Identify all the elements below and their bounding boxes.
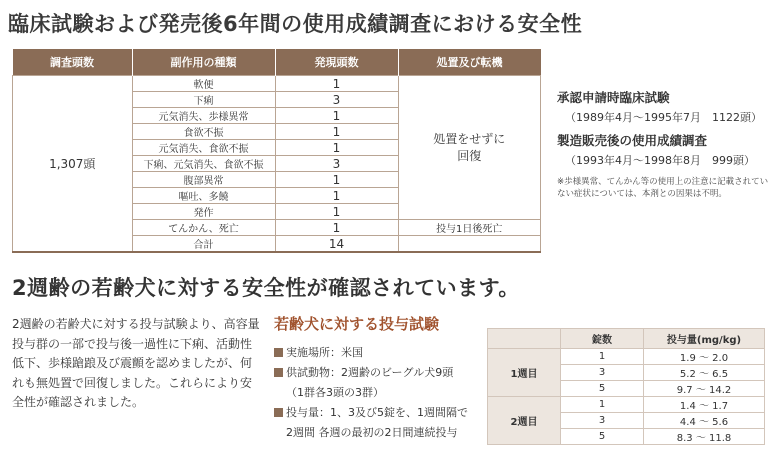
dose-value: 1.9 ～ 2.0 (644, 349, 765, 365)
effect-type: 食欲不振 (132, 124, 275, 140)
dose-value: 5.2 ～ 6.5 (644, 365, 765, 381)
dose-tablets: 5 (561, 381, 644, 397)
dose-table (487, 328, 765, 445)
dose-header-tablets: 錠数 (561, 329, 644, 349)
study-period-1: （1989年4月～1995年7月 1122頭） (565, 111, 762, 124)
header-animals: 調査頭数 (13, 49, 133, 76)
total-label: 合計 (132, 236, 275, 253)
dose-header-row (488, 329, 765, 349)
dose-header-dose: 投与量(mg/kg) (644, 329, 765, 349)
action-last-cell: 投与1日後死亡 (398, 220, 541, 236)
header-count: 発現頭数 (275, 49, 398, 76)
effect-type: 元気消失、食欲不振 (132, 140, 275, 156)
dose-value: 8.3 ～ 11.8 (644, 429, 765, 445)
section-title: 2週齢の若齢犬に対する安全性が確認されています。 (12, 276, 520, 300)
effect-type: 下痢 (132, 92, 275, 108)
effect-count: 1 (275, 220, 398, 236)
page-title: 臨床試験および発売後6年間の使用成績調査における安全性 (8, 12, 583, 36)
study-heading-1: 承認申請時臨床試験 (557, 90, 670, 105)
effect-type: 軟便 (132, 76, 275, 92)
effect-count: 1 (275, 172, 398, 188)
effect-count: 3 (275, 92, 398, 108)
header-type: 副作用の種類 (132, 49, 275, 76)
study-periods (557, 88, 772, 200)
effect-count: 1 (275, 108, 398, 124)
effect-count: 1 (275, 124, 398, 140)
effect-type: 下痢、元気消失、食欲不振 (132, 156, 275, 172)
effect-type: 発作 (132, 204, 275, 220)
table-header-row (13, 49, 541, 76)
dose-tablets: 5 (561, 429, 644, 445)
adverse-effects-table (12, 49, 541, 253)
dose-row (488, 397, 765, 413)
body-paragraph: 2週齢の若齢犬に対する投与試験より、高容量投与群の一部で投与後一過性に下痢、活動性低下、歩様蹌踉及び震顫を認めましたが、何れも無処置で回復しました。これらにより安全性が確認されました。 (12, 317, 260, 409)
total-value: 14 (275, 236, 398, 253)
total-animals-cell: 1,307頭 (13, 76, 133, 253)
info-animals-note: （1群各3頭の3群） (286, 386, 384, 399)
effect-count: 3 (275, 156, 398, 172)
info-animals: 供試動物：2週齢のビーグル犬9頭 (274, 363, 484, 383)
week-label: 1週目 (488, 349, 561, 397)
effect-count: 1 (275, 204, 398, 220)
header-action: 処置及び転機 (398, 49, 541, 76)
effect-type: てんかん、死亡 (132, 220, 275, 236)
dose-tablets: 3 (561, 413, 644, 429)
week-label: 2週目 (488, 397, 561, 445)
info-dose-note: 2週間 各週の最初の2日間連続投与 (286, 426, 458, 439)
trial-info (274, 343, 484, 443)
effect-count: 1 (275, 188, 398, 204)
dose-row (488, 349, 765, 365)
effect-count: 1 (275, 76, 398, 92)
effect-count: 1 (275, 140, 398, 156)
total-empty-cell (398, 236, 541, 253)
info-dose: 投与量：1、3及び5錠を、1週間隔で (274, 403, 484, 423)
study-period-2: （1993年4月～1998年8月 999頭） (565, 154, 755, 167)
effect-type: 嘔吐、多饒 (132, 188, 275, 204)
square-bullet-icon (274, 368, 283, 377)
dose-value: 1.4 ～ 1.7 (644, 397, 765, 413)
dose-tablets: 1 (561, 397, 644, 413)
action-line2: 回復 (457, 148, 482, 163)
effect-type: 元気消失、歩様異常 (132, 108, 275, 124)
table-row (13, 76, 541, 92)
footnote: ※歩様異常、てんかん等の使用上の注意に記載されていない症状については、本剤との因果は不明。 (557, 177, 769, 199)
effect-type: 腹部異常 (132, 172, 275, 188)
study-heading-2: 製造販売後の使用成績調査 (557, 133, 708, 148)
dose-value: 4.4 ～ 5.6 (644, 413, 765, 429)
dose-header-blank (488, 329, 561, 349)
square-bullet-icon (274, 408, 283, 417)
action-line1: 処置をせずに (433, 131, 506, 146)
square-bullet-icon (274, 348, 283, 357)
dose-value: 9.7 ～ 14.2 (644, 381, 765, 397)
dose-tablets: 3 (561, 365, 644, 381)
dose-tablets: 1 (561, 349, 644, 365)
info-place: 実施場所：米国 (274, 343, 484, 363)
action-cell (398, 76, 541, 220)
trial-title: 若齢犬に対する投与試験 (274, 315, 440, 333)
